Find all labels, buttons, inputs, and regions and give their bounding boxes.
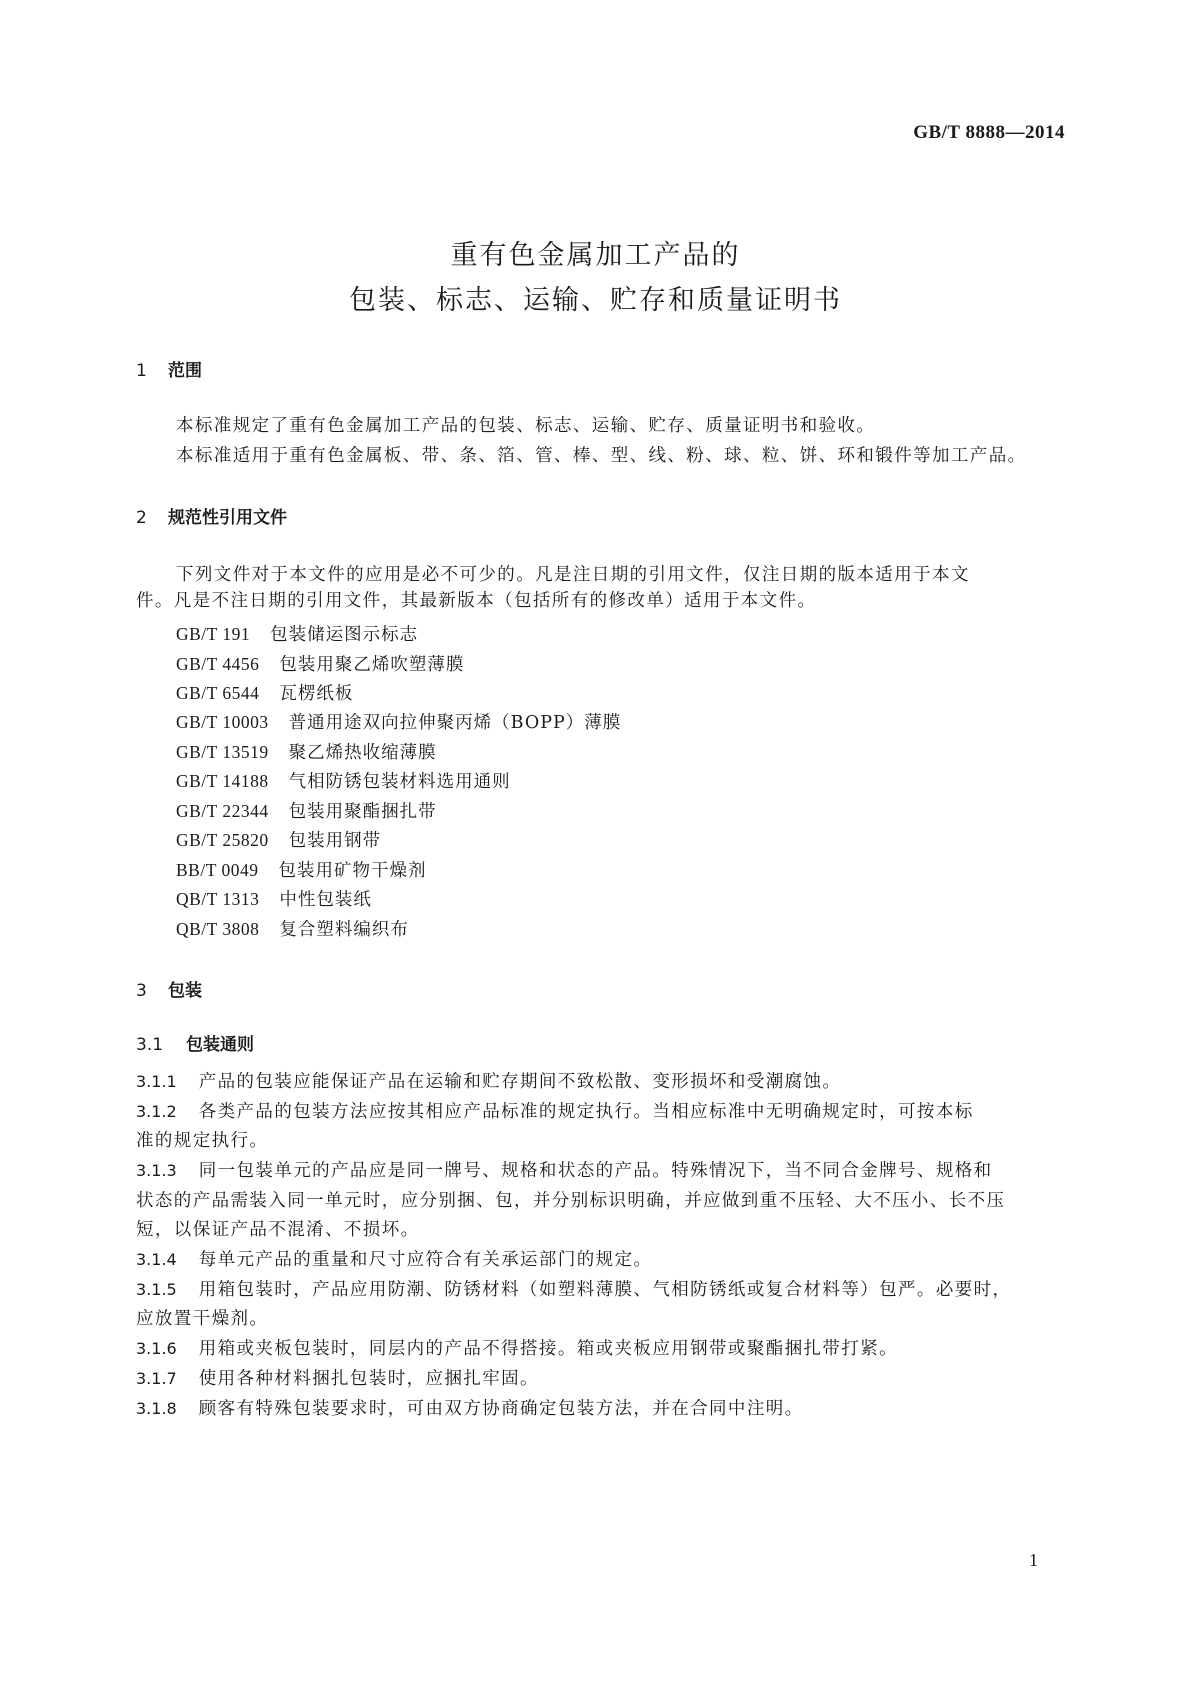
reference-name: 中性包装纸 (279, 890, 372, 910)
clause-number: 3.1.6 (136, 1339, 177, 1358)
reference-name: 包装用聚乙烯吹塑薄膜 (279, 655, 465, 675)
reference-item (176, 886, 372, 911)
clause-number: 3.1.8 (136, 1399, 177, 1418)
section-title: 规范性引用文件 (168, 508, 287, 528)
scope-paragraph-1: 本标准规定了重有色金属加工产品的包装、标志、运输、贮存、质量证明书和验收。 (176, 416, 876, 436)
clause-3-1-5-cont: 应放置干燥剂。 (136, 1309, 269, 1329)
reference-name: 包装储运图示标志 (270, 625, 419, 645)
normative-intro-line2: 件。凡是不注日期的引用文件，其最新版本（包括所有的修改单）适用于本文件。 (136, 591, 817, 611)
reference-name: 普通用途双向拉伸聚丙烯（BOPP）薄膜 (288, 713, 622, 733)
reference-code: BB/T 0049 (176, 860, 259, 880)
reference-code: GB/T 191 (176, 624, 251, 644)
clause-number: 3.1.4 (136, 1250, 177, 1269)
reference-code: GB/T 22344 (176, 801, 269, 821)
page-number: 1 (1029, 1550, 1038, 1570)
reference-code: QB/T 1313 (176, 889, 260, 909)
reference-item (176, 916, 409, 941)
reference-item (176, 651, 464, 676)
reference-code: GB/T 6544 (176, 683, 260, 703)
clause-text: 同一包装单元的产品应是同一牌号、规格和状态的产品。特殊情况下，当不同合金牌号、规格和 (198, 1161, 993, 1181)
section-number: 2 (136, 508, 147, 528)
subsection-3-1-heading (136, 1030, 254, 1055)
section-2-heading (136, 503, 287, 528)
clause-3-1-2 (136, 1096, 1061, 1128)
section-1-heading (136, 356, 202, 381)
subsection-number: 3.1 (136, 1035, 164, 1055)
clause-3-1-3-cont2: 短，以保证产品不混淆、不损坏。 (136, 1220, 420, 1240)
reference-name: 包装用钢带 (288, 831, 382, 851)
clause-number: 3.1.5 (136, 1280, 177, 1299)
reference-code: QB/T 3808 (176, 919, 260, 939)
clause-text: 用箱或夹板包装时，同层内的产品不得搭接。箱或夹板应用钢带或聚酯捆扎带打紧。 (198, 1339, 899, 1359)
subsection-title: 包装通则 (186, 1035, 254, 1055)
clause-text: 产品的包装应能保证产品在运输和贮存期间不致松散、变形损坏和受潮腐蚀。 (198, 1072, 842, 1092)
reference-name: 复合塑料编织布 (279, 920, 409, 940)
reference-code: GB/T 25820 (176, 830, 269, 850)
reference-code: GB/T 10003 (176, 712, 269, 732)
reference-name: 包装用矿物干燥剂 (278, 861, 427, 881)
clause-3-1-3-cont1: 状态的产品需装入同一单元时，应分别捆、包，并分别标识明确，并应做到重不压轻、大不压小、长不压 (136, 1191, 1006, 1211)
clause-text: 每单元产品的重量和尺寸应符合有关承运部门的规定。 (198, 1250, 653, 1270)
clause-3-1-8 (136, 1393, 1061, 1425)
clause-number: 3.1.2 (136, 1102, 177, 1121)
clause-number: 3.1.7 (136, 1369, 177, 1388)
clause-text: 用箱包装时，产品应用防潮、防锈材料（如塑料薄膜、气相防锈纸或复合材料等）包严。必要时， (198, 1280, 1012, 1300)
reference-item (176, 739, 437, 764)
reference-item (176, 857, 426, 882)
reference-code: GB/T 13519 (176, 742, 269, 762)
document-title-line2: 包装、标志、运输、贮存和质量证明书 (349, 285, 842, 316)
clause-3-1-3 (136, 1155, 1061, 1187)
document-title-line1: 重有色金属加工产品的 (450, 240, 741, 271)
reference-name: 聚乙烯热收缩薄膜 (288, 743, 437, 763)
clause-3-1-2-cont: 准的规定执行。 (136, 1131, 269, 1151)
standard-number: GB/T 8888—2014 (913, 122, 1065, 143)
clause-number: 3.1.1 (136, 1072, 177, 1091)
reference-item (176, 709, 621, 734)
clause-number: 3.1.3 (136, 1161, 177, 1180)
scope-paragraph-2: 本标准适用于重有色金属板、带、条、箔、管、棒、型、线、粉、球、粒、饼、环和锻件等加工产品。 (176, 446, 1027, 466)
clause-text: 各类产品的包装方法应按其相应产品标准的规定执行。当相应标准中无明确规定时，可按本标 (198, 1102, 974, 1122)
reference-code: GB/T 14188 (176, 771, 269, 791)
section-number: 3 (136, 981, 147, 1001)
reference-item (176, 680, 353, 705)
reference-code: GB/T 4456 (176, 654, 260, 674)
reference-item (176, 827, 381, 852)
reference-item (176, 768, 511, 793)
clause-3-1-1 (136, 1066, 1061, 1098)
reference-name: 瓦楞纸板 (279, 684, 354, 704)
clause-text: 顾客有特殊包装要求时，可由双方协商确定包装方法，并在合同中注明。 (198, 1399, 804, 1419)
clause-3-1-7 (136, 1363, 1061, 1395)
reference-item (176, 798, 437, 823)
section-title: 范围 (168, 361, 202, 381)
normative-intro-line1: 下列文件对于本文件的应用是必不可少的。凡是注日期的引用文件，仅注日期的版本适用于本文 (176, 565, 970, 585)
section-number: 1 (136, 361, 147, 381)
clause-text: 使用各种材料捆扎包装时，应捆扎牢固。 (198, 1369, 539, 1389)
clause-3-1-4 (136, 1244, 1061, 1276)
reference-name: 气相防锈包装材料选用通则 (288, 772, 511, 792)
clause-3-1-5 (136, 1274, 1061, 1306)
section-title: 包装 (168, 981, 202, 1001)
section-3-heading (136, 976, 202, 1001)
reference-name: 包装用聚酯捆扎带 (288, 802, 437, 822)
reference-item (176, 621, 418, 646)
clause-3-1-6 (136, 1333, 1061, 1365)
